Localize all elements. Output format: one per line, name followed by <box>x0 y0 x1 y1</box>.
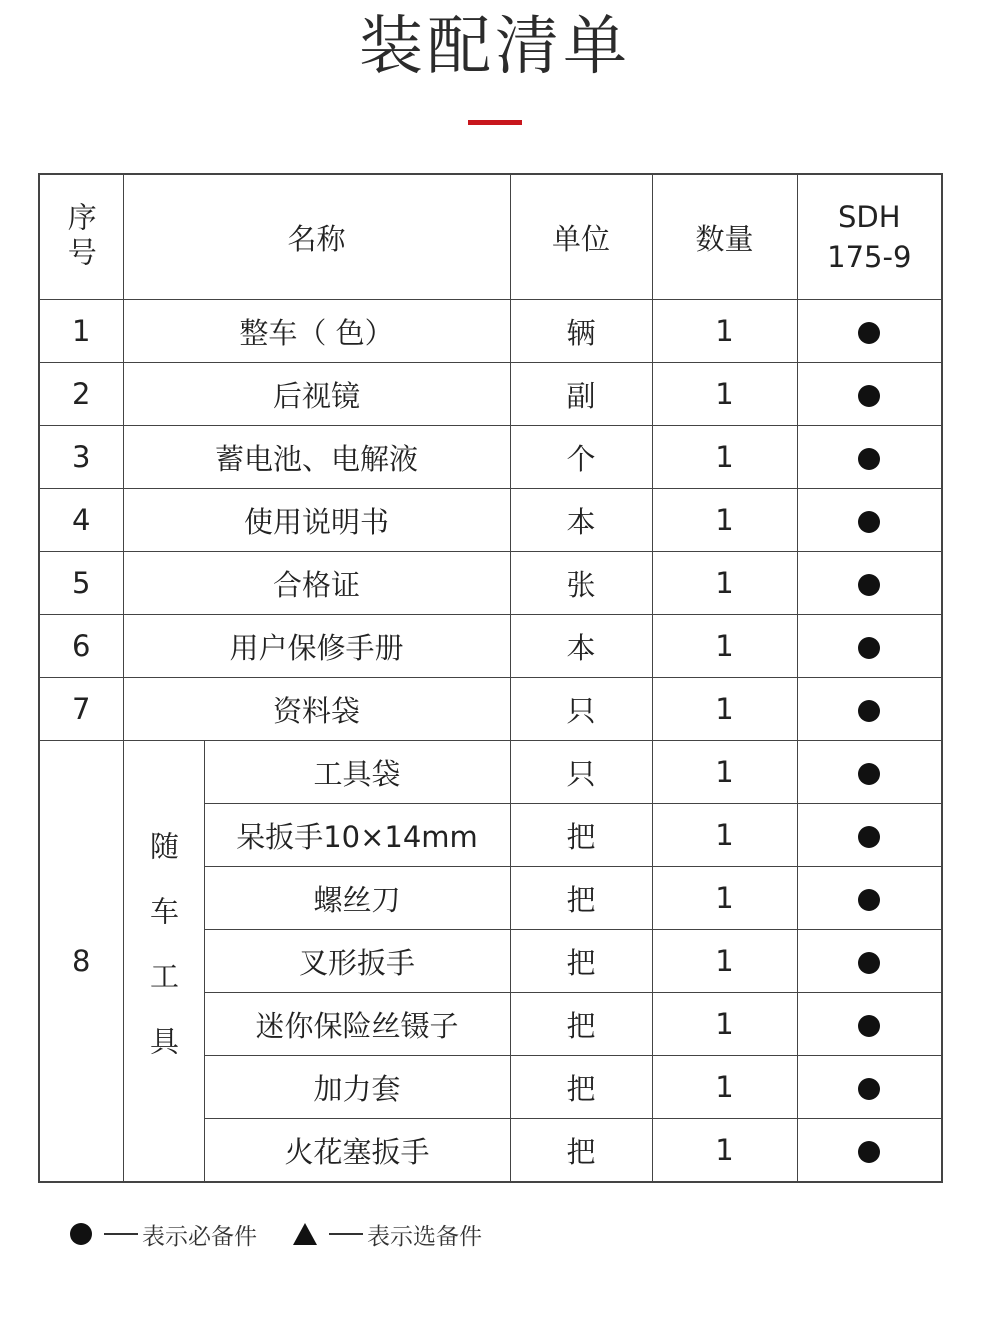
unit-cell <box>510 1056 652 1119</box>
name-cell <box>123 363 510 426</box>
seq-cell <box>39 426 123 489</box>
name-cell <box>123 615 510 678</box>
seq-cell <box>39 552 123 615</box>
qty-value: 1 <box>715 566 734 600</box>
unit-cell <box>510 489 652 552</box>
table-row <box>39 678 942 741</box>
header-seq <box>39 174 123 300</box>
legend <box>70 1216 482 1252</box>
qty-cell <box>652 426 797 489</box>
table-row <box>39 489 942 552</box>
unit-value: 本 <box>566 630 596 665</box>
table-row <box>39 426 942 489</box>
name-cell <box>204 804 510 867</box>
qty-value: 1 <box>715 440 734 474</box>
legend-dash <box>329 1233 363 1235</box>
qty-value: 1 <box>715 377 734 411</box>
qty-value: 1 <box>715 314 734 348</box>
item-name: 后视镜 <box>273 378 361 413</box>
header-model-line2: 175-9 <box>827 240 912 274</box>
seq-cell <box>39 678 123 741</box>
seq-value: 8 <box>72 944 91 978</box>
seq-cell <box>39 741 123 1183</box>
filled-circle-icon <box>858 952 880 974</box>
unit-cell <box>510 615 652 678</box>
item-name: 螺丝刀 <box>313 882 401 917</box>
qty-value: 1 <box>715 1070 734 1104</box>
seq-value: 3 <box>72 440 91 474</box>
unit-value: 把 <box>566 819 596 854</box>
mark-cell <box>797 678 942 741</box>
qty-value: 1 <box>715 881 734 915</box>
qty-value: 1 <box>715 944 734 978</box>
qty-cell <box>652 615 797 678</box>
qty-cell <box>652 363 797 426</box>
table-row <box>39 615 942 678</box>
mark-cell <box>797 363 942 426</box>
unit-cell <box>510 993 652 1056</box>
seq-value: 7 <box>72 692 91 726</box>
qty-cell <box>652 552 797 615</box>
qty-cell <box>652 930 797 993</box>
filled-circle-icon <box>858 574 880 596</box>
seq-value: 5 <box>72 566 91 600</box>
name-cell <box>204 867 510 930</box>
mark-cell <box>797 615 942 678</box>
assembly-list-table <box>38 173 943 1183</box>
unit-cell <box>510 363 652 426</box>
qty-value: 1 <box>715 692 734 726</box>
filled-circle-icon <box>858 763 880 785</box>
item-name: 合格证 <box>273 567 361 602</box>
item-name: 工具袋 <box>313 756 401 791</box>
filled-circle-icon <box>858 1078 880 1100</box>
name-cell <box>204 993 510 1056</box>
unit-value: 本 <box>566 504 596 539</box>
name-cell <box>123 489 510 552</box>
filled-circle-icon <box>858 1015 880 1037</box>
unit-value: 把 <box>566 945 596 980</box>
filled-circle-icon <box>858 511 880 533</box>
header-unit-label: 单位 <box>552 221 611 256</box>
tool-category-label: 随车工具 <box>146 831 180 1091</box>
mark-cell <box>797 993 942 1056</box>
item-name: 叉形扳手 <box>299 945 416 980</box>
name-cell <box>123 426 510 489</box>
unit-value: 副 <box>566 378 596 413</box>
filled-circle-icon <box>858 448 880 470</box>
qty-cell <box>652 1056 797 1119</box>
qty-cell <box>652 300 797 363</box>
item-name: 迷你保险丝镊子 <box>255 1008 459 1043</box>
filled-circle-icon <box>858 826 880 848</box>
mark-cell <box>797 489 942 552</box>
header-name <box>123 174 510 300</box>
unit-value: 辆 <box>566 315 596 350</box>
seq-cell <box>39 615 123 678</box>
mark-cell <box>797 426 942 489</box>
qty-cell <box>652 804 797 867</box>
unit-value: 把 <box>566 1008 596 1043</box>
mark-cell <box>797 552 942 615</box>
name-cell <box>204 1119 510 1183</box>
name-cell <box>204 1056 510 1119</box>
qty-cell <box>652 678 797 741</box>
mark-cell <box>797 1056 942 1119</box>
mark-cell <box>797 867 942 930</box>
header-qty-label: 数量 <box>695 221 754 256</box>
tool-category-cell <box>123 741 204 1183</box>
item-name: 使用说明书 <box>244 504 390 539</box>
seq-cell <box>39 363 123 426</box>
unit-value: 个 <box>566 441 596 476</box>
title-underline <box>468 120 522 125</box>
name-cell <box>123 552 510 615</box>
unit-cell <box>510 300 652 363</box>
item-name: 资料袋 <box>273 693 361 728</box>
seq-value: 1 <box>72 314 91 348</box>
unit-cell <box>510 930 652 993</box>
mark-cell <box>797 930 942 993</box>
filled-circle-icon <box>858 1141 880 1163</box>
filled-triangle-icon <box>293 1223 317 1245</box>
legend-required-label: 表示必备件 <box>142 1223 257 1250</box>
qty-cell <box>652 993 797 1056</box>
unit-cell <box>510 867 652 930</box>
unit-value: 只 <box>566 693 596 728</box>
qty-value: 1 <box>715 818 734 852</box>
qty-cell <box>652 489 797 552</box>
name-cell <box>204 741 510 804</box>
mark-cell <box>797 804 942 867</box>
unit-value: 把 <box>566 1071 596 1106</box>
legend-optional-label: 表示选备件 <box>367 1223 482 1250</box>
item-name: 加力套 <box>313 1071 401 1106</box>
header-name-label: 名称 <box>287 221 346 256</box>
item-name: 呆扳手10×14mm <box>236 819 478 854</box>
table-row <box>39 363 942 426</box>
unit-cell <box>510 426 652 489</box>
seq-value: 4 <box>72 503 91 537</box>
unit-cell <box>510 552 652 615</box>
qty-value: 1 <box>715 1133 734 1167</box>
mark-cell <box>797 300 942 363</box>
filled-circle-icon <box>858 385 880 407</box>
name-cell <box>123 678 510 741</box>
header-qty <box>652 174 797 300</box>
seq-cell <box>39 489 123 552</box>
name-cell <box>204 930 510 993</box>
unit-cell <box>510 741 652 804</box>
mark-cell <box>797 741 942 804</box>
filled-circle-icon <box>858 889 880 911</box>
unit-value: 张 <box>566 567 596 602</box>
table-row <box>39 552 942 615</box>
unit-cell <box>510 678 652 741</box>
qty-value: 1 <box>715 755 734 789</box>
item-name: 火花塞扳手 <box>284 1134 430 1169</box>
header-model-line1: SDH <box>837 200 901 234</box>
unit-value: 只 <box>566 756 596 791</box>
item-name: 蓄电池、电解液 <box>215 441 419 476</box>
item-name: 用户保修手册 <box>229 630 404 665</box>
unit-value: 把 <box>566 1134 596 1169</box>
qty-value: 1 <box>715 629 734 663</box>
qty-value: 1 <box>715 1007 734 1041</box>
table-row <box>39 741 942 804</box>
qty-value: 1 <box>715 503 734 537</box>
qty-cell <box>652 867 797 930</box>
unit-cell <box>510 1119 652 1183</box>
seq-value: 2 <box>72 377 91 411</box>
header-unit <box>510 174 652 300</box>
filled-circle-icon <box>858 700 880 722</box>
filled-circle-icon <box>858 322 880 344</box>
seq-value: 6 <box>72 629 91 663</box>
table-header-row <box>39 174 942 300</box>
header-model <box>797 174 942 300</box>
header-seq-label: 序号 <box>63 202 98 272</box>
mark-cell <box>797 1119 942 1183</box>
item-name: 整车（ 色） <box>239 315 394 350</box>
page-title: 装配清单 <box>359 10 631 84</box>
unit-cell <box>510 804 652 867</box>
seq-cell <box>39 300 123 363</box>
legend-dash <box>104 1233 138 1235</box>
filled-circle-icon <box>858 637 880 659</box>
qty-cell <box>652 741 797 804</box>
unit-value: 把 <box>566 882 596 917</box>
name-cell <box>123 300 510 363</box>
table-row <box>39 300 942 363</box>
filled-circle-icon <box>70 1223 92 1245</box>
qty-cell <box>652 1119 797 1183</box>
